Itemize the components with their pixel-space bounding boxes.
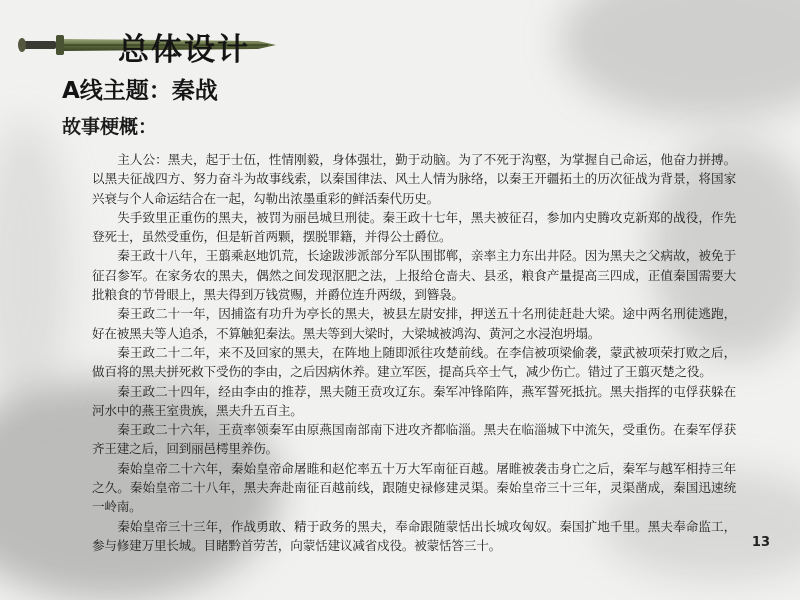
paragraph: 失手致里正重伤的黑夫，被罚为丽邑城旦刑徒。秦王政十七年，黑夫被征召，参加内史腾攻克新郑的战役，作先登死士，虽然受重伤，但是斩首两颗，摆脱罪籍，并得公士爵位。 [92, 209, 736, 245]
paragraph: 秦始皇帝三十三年，作战勇敢、精于政务的黑夫，奉命跟随蒙恬出长城攻匈奴。秦国扩地千里。黑夫奉命监工，参与修建万里长城。目睹黔首劳苦，向蒙恬建议减省戍役。被蒙恬答三十。 [92, 518, 736, 553]
ink-wash-decoration [560, 0, 800, 120]
story-body [92, 150, 736, 555]
ink-wash-decoration [0, 120, 70, 420]
story-synopsis-label: 故事梗概： [62, 116, 158, 138]
paragraph: 秦始皇帝二十六年，秦始皇帝命屠睢和赵佗率五十万大军南征百越。屠睢被袭击身亡之后，秦军与越军相持三年之久。秦始皇帝二十八年，黑夫奔赴南征百越前线，跟随史禄修建灵渠。秦始皇帝三十三年，灵渠凿成，秦国迅速统一岭南。 [92, 460, 736, 515]
section-title: 总体设计 [118, 32, 250, 68]
theme-title: A线主题：秦战 [62, 78, 218, 104]
paragraph: 主人公：黑夫，起于士伍，性情刚毅，身体强壮，勤于动脑。为了不死于沟壑，为掌握自己命运，他奋力拼搏。以黑夫征战四方、努力奋斗为故事线索，以秦国律法、风土人情为脉络，以秦王开疆拓土的历次征战为背景，将国家兴衰与个人命运结合在一起，勾勒出浓墨重彩的鲜活秦代历史。 [92, 152, 736, 206]
paragraph: 秦王政二十四年，经由李由的推荐，黑夫随王贲攻辽东。秦军冲锋陷阵，燕军誓死抵抗。黑夫指挥的屯俘获躲在河水中的燕王室贵族，黑夫升五百主。 [92, 383, 736, 418]
paragraph: 秦王政二十一年，因捕盗有功升为亭长的黑夫，被县左尉安排，押送五十名刑徒赶赴大梁。途中两名刑徒逃跑，好在被黑夫等人追杀，不算触犯秦法。黑夫等到大梁时，大梁城被鸿沟、黄河之水浸泡坍塌。 [92, 306, 736, 341]
paragraph: 秦王政二十六年，王贲率领秦军由原燕国南部南下进攻齐都临淄。黑夫在临淄城下中流矢，受重伤。在秦军俘获齐王建之后，回到丽邑樗里养伤。 [92, 422, 736, 457]
paragraph: 秦王政十八年，王翦乘赵地饥荒，长途跋涉派部分军队围邯郸，亲率主力东出井陉。因为黑夫之父病故，被免于征召参军。在家务农的黑夫，偶然之间发现沤肥之法，上报给仓啬夫、县丞，粮食产量提高三四成，正值秦国需要大批粮食的节骨眼上，黑夫得到万钱赏赐，并爵位连升两级，到簪袅。 [92, 248, 736, 303]
paragraph: 秦王政二十二年，来不及回家的黑夫，在阵地上随即派往攻楚前线。在李信被项梁偷袭，蒙武被项荣打败之后，做百将的黑夫拼死救下受伤的李由，之后因病休养。建立军医，提高兵卒士气，减少伤亡。错过了王翦灭楚之役。 [92, 344, 736, 380]
page-number: 13 [751, 535, 770, 550]
